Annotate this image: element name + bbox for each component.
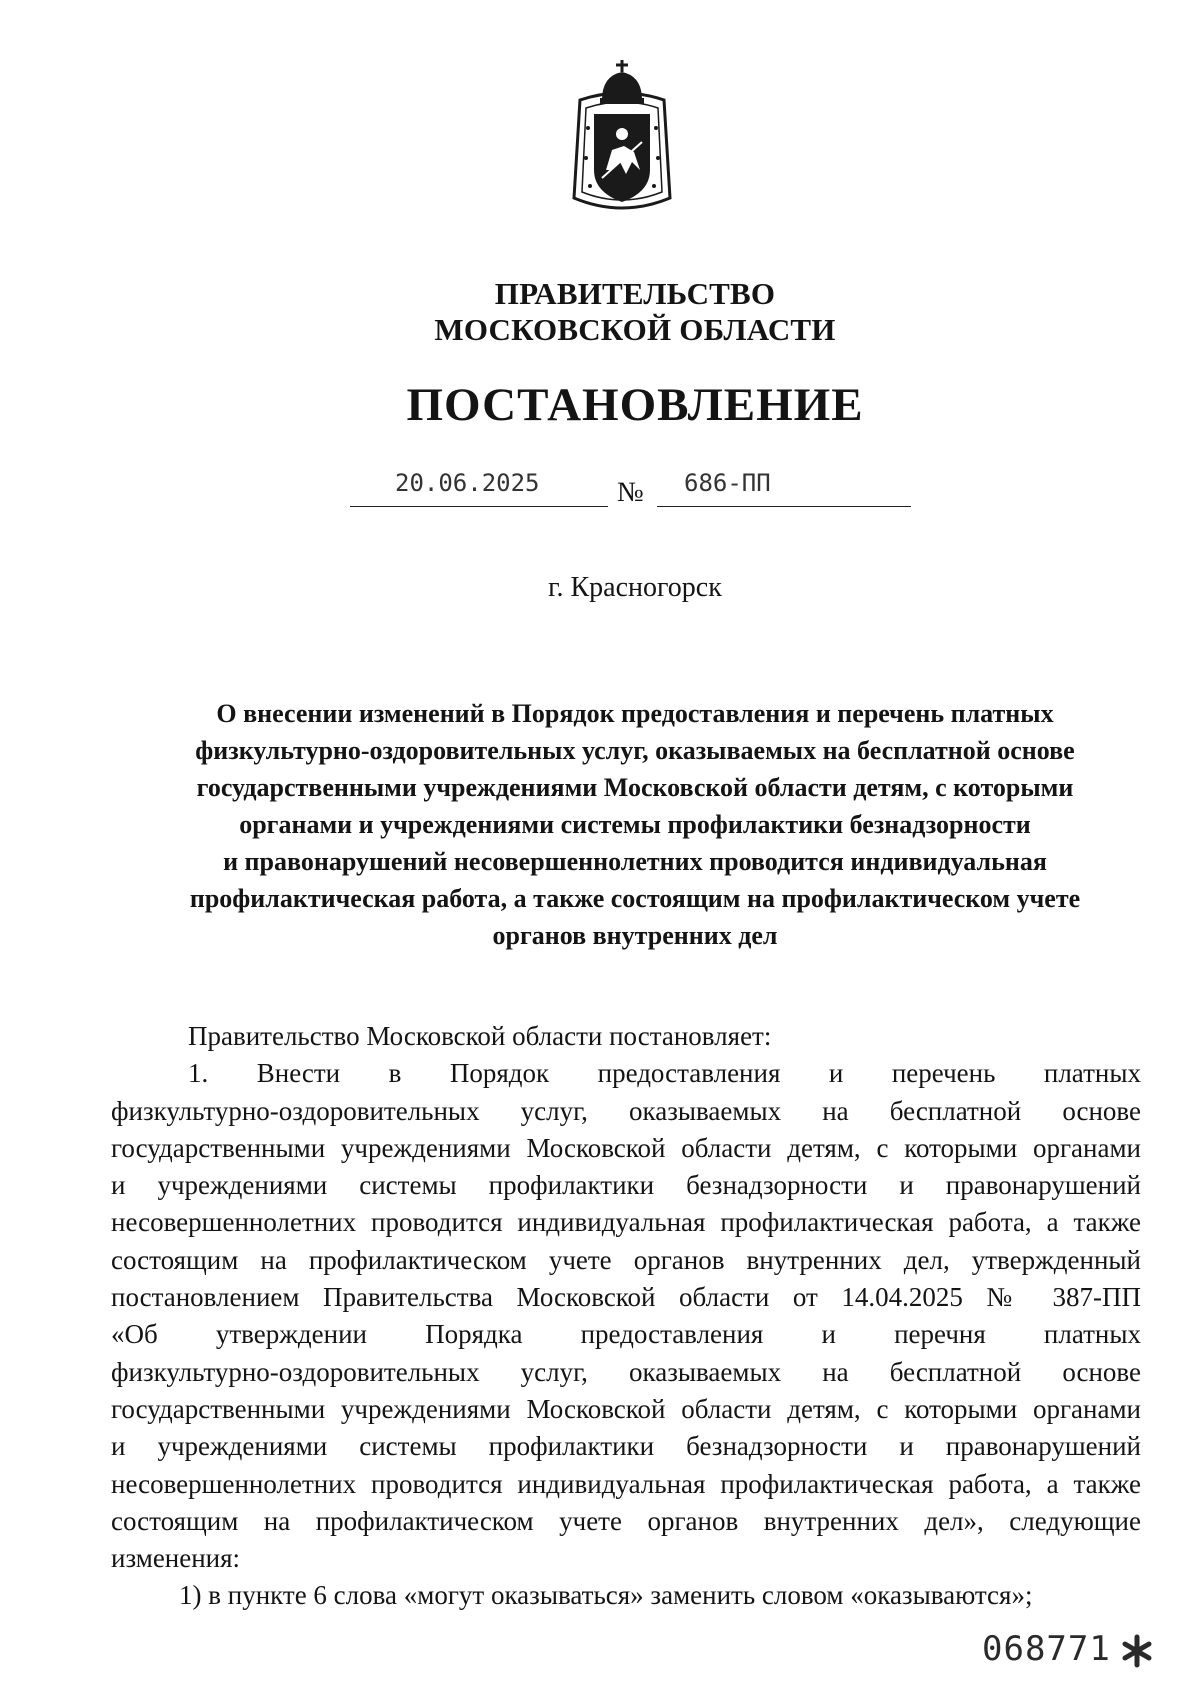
body-line: Правительство Московской области постановляет:	[188, 1021, 772, 1051]
title-line: О внесении изменений в Порядок предоставления и перечень платных	[216, 699, 1054, 728]
serial-number: 068771	[982, 1629, 1111, 1669]
document-number: 686-ПП	[684, 469, 771, 497]
document-body	[111, 1018, 1141, 1615]
body-line: физкультурно-оздоровительных услуг, оказываемых на бесплатной основе	[111, 1356, 1141, 1387]
title-line: физкультурно-оздоровительных услуг, оказываемых на бесплатной основе	[195, 736, 1075, 765]
body-line: государственными учреждениями Московской области детям, с которыми органами	[111, 1132, 1141, 1163]
title-line: профилактическая работа, а также состоящим на профилактическом учете	[189, 884, 1081, 913]
body-line: несовершеннолетних проводится индивидуальная профилактическая работа, а также	[111, 1207, 1141, 1238]
title-line: государственными учреждениями Московской области детям, с которыми	[196, 773, 1074, 802]
title-line: органов внутренних дел	[492, 921, 778, 950]
body-line: 1) в пункте 6 слова «могут оказываться» заменить словом «оказываются»;	[179, 1580, 1033, 1611]
body-line: и учреждениями системы профилактики безнадзорности и правонарушений	[111, 1431, 1141, 1462]
body-line: государственными учреждениями Московской области детям, с которыми органами	[111, 1393, 1141, 1424]
title-line: и правонарушений несовершеннолетних проводится индивидуальная	[223, 847, 1047, 876]
document-title	[150, 695, 1120, 954]
date-underline	[350, 506, 608, 507]
body-line: постановлением Правительства Московской области от 14.04.2025 № 387-ПП	[111, 1282, 1141, 1313]
number-sign: №	[617, 477, 644, 508]
asterisk-icon	[1120, 1634, 1154, 1668]
title-line: органами и учреждениями системы профилактики безнадзорности	[239, 810, 1031, 839]
government-name-line2: МОСКОВСКОЙ ОБЛАСТИ	[434, 312, 836, 347]
coat-of-arms-icon	[566, 58, 678, 228]
city: г. Красногорск	[548, 572, 722, 603]
document-type: ПОСТАНОВЛЕНИЕ	[406, 379, 864, 431]
body-line: и учреждениями системы профилактики безнадзорности и правонарушений	[111, 1170, 1141, 1201]
number-underline	[657, 506, 911, 507]
body-line: изменения:	[111, 1543, 241, 1574]
government-name-line1: ПРАВИТЕЛЬСТВО	[494, 276, 776, 311]
body-line: несовершеннолетних проводится индивидуальная профилактическая работа, а также	[111, 1468, 1141, 1499]
document-date: 20.06.2025	[395, 469, 540, 497]
body-line: 1. Внести в Порядок предоставления и перечень платных	[188, 1058, 1141, 1089]
body-line: состоящим на профилактическом учете органов внутренних дел», следующие	[111, 1505, 1141, 1536]
body-line: «Об утверждении Порядка предоставления и перечня платных	[111, 1319, 1141, 1350]
body-line: состоящим на профилактическом учете органов внутренних дел, утвержденный	[111, 1244, 1141, 1275]
body-line: физкультурно-оздоровительных услуг, оказываемых на бесплатной основе	[111, 1095, 1141, 1126]
